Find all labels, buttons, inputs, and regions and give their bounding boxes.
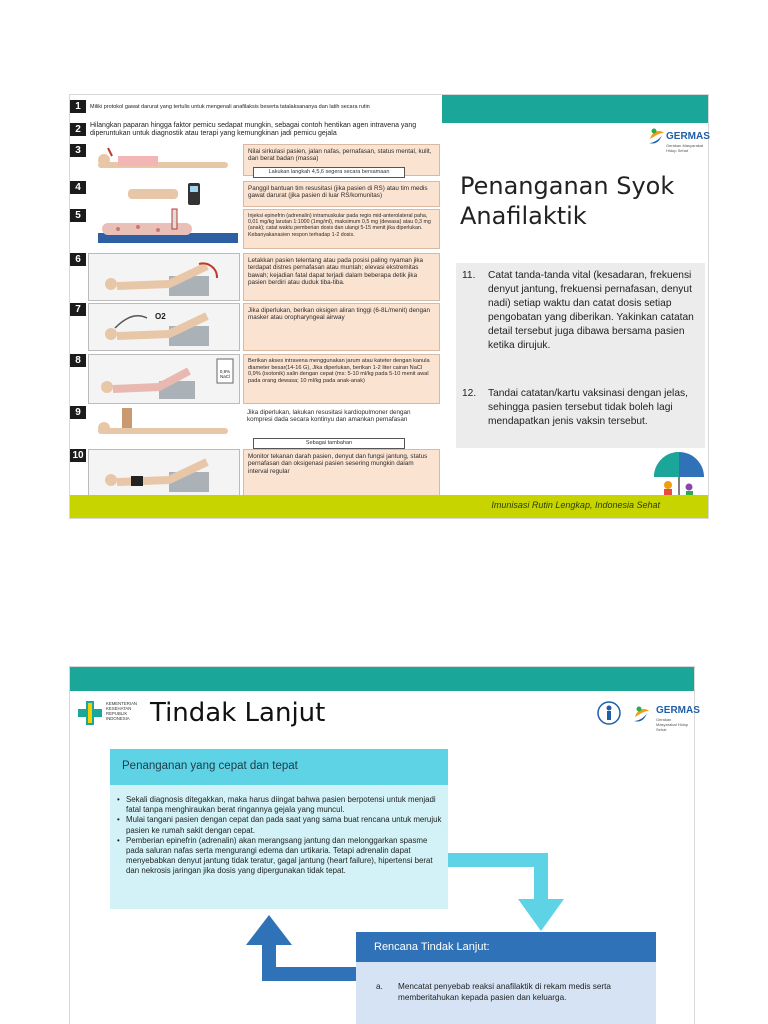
monitor-illustration bbox=[88, 449, 240, 497]
syringe-leg-icon bbox=[88, 209, 240, 249]
oxygen-illustration bbox=[88, 303, 240, 351]
slide-title: Tindak Lanjut bbox=[150, 698, 326, 728]
step-row bbox=[70, 354, 440, 404]
step-number: 6 bbox=[70, 253, 86, 266]
step-number: 2 bbox=[70, 123, 86, 136]
step-row bbox=[70, 449, 440, 497]
list-item bbox=[462, 269, 702, 353]
step-text: Berikan akses intravena menggunakan jarum atau kateter dengan kanula diameter besar(14-16 G), Jika diperlukan, berikan 1-2 liter cairan NaCl 0,9% (isotonik) salin dengan cepat (ms: 5-10 ml/kg pada 5-10 menit awal pada orang dewasa; 10 ml/kg pada anak-anak) bbox=[243, 354, 440, 404]
item-number: 12. bbox=[462, 388, 477, 399]
slide-title: Penanganan Syok Anafilaktik bbox=[460, 172, 675, 230]
list-item: • Mulai tangani pasien dengan cepat dan pada saat yang sama buat rencana untuk merujuk pasien ke rumah sakit dengan cepat. bbox=[116, 815, 446, 835]
step-text: Jika diperlukan, berikan oksigen aliran tinggi (6-8L/menit) dengan masker atau oropharyngeal airway bbox=[243, 303, 440, 351]
item-letter: a. bbox=[376, 982, 383, 991]
iv-illustration bbox=[88, 354, 240, 404]
step-text: Monitor tekanan darah pasien, denyut dan fungsi jantung, status pernafasan dan oksigenasi pasien sesering mungkin dalam interval regular bbox=[243, 449, 440, 497]
cpr-illustration bbox=[88, 406, 240, 444]
injection-illustration bbox=[88, 209, 240, 249]
slide-penanganan-syok bbox=[70, 95, 708, 518]
slide-tindak-lanjut bbox=[70, 667, 700, 1024]
step-number: 1 bbox=[70, 100, 86, 113]
germas-logo-subtext: Gerakan Masyarakat Hidup Sehat bbox=[656, 717, 689, 732]
step-number: 7 bbox=[70, 303, 86, 316]
bp-cuff-icon bbox=[89, 450, 239, 496]
iv-drip-icon bbox=[89, 355, 239, 403]
note-box: Lakukan langkah 4,5,6 segera secara bersamaan bbox=[253, 167, 405, 178]
vital-signs-box bbox=[456, 263, 705, 448]
step-number: 5 bbox=[70, 209, 86, 222]
o2-label: O2 bbox=[155, 312, 166, 321]
step-number: 8 bbox=[70, 354, 86, 367]
step-text: Jika diperlukan, lakukan resusitasi kardiopulmoner dengan kompresi dada secara kontinyu dan amankan pernafasan bbox=[243, 406, 440, 444]
step-text: Nilai sirkulasi pasien, jalan nafas, pernafasan, status mental, kulit, dan berat badan (massa) bbox=[243, 144, 440, 176]
item-number: 11. bbox=[462, 270, 476, 281]
kemenkes-logo-text: KEMENTERIAN KESEHATAN REPUBLIK INDONESIA bbox=[106, 701, 138, 721]
item-text: Catat tanda-tanda vital (kesadaran, frekuensi denyut jantung, frekuensi pernafasan, denyut nadi) setiap waktu dan catat dosis setiap pengobatan yang diberikan. Yakinkan catatan detail tersebut juga dibawa bersama pasien ketika dirujuk. bbox=[488, 270, 694, 351]
step-number: 10 bbox=[70, 449, 86, 462]
arrow-down-right-icon bbox=[448, 853, 564, 931]
position-illustration bbox=[88, 253, 240, 301]
germas-logo-text: GERMAS bbox=[666, 131, 710, 142]
step-row bbox=[70, 181, 440, 207]
phone-illustration bbox=[88, 181, 240, 207]
patient-elevated-legs-icon bbox=[89, 254, 239, 300]
item-text: Mencatat penyebab reaksi anafilaktik di rekam medis serta memberitahukan kepada pasien dan keluarga. bbox=[398, 982, 611, 1002]
oxygen-mask-icon bbox=[89, 304, 239, 350]
item-text: Tandai catatan/kartu vaksinasi dengan jelas, sehingga pasien tersebut tidak boleh lagi mendapatkan jenis vaksin tersebut. bbox=[488, 388, 688, 427]
step-text: Injeksi epinefrin (adrenalin) intramuskular pada regio mid-anterolateral paha, 0,01 mg/kg larutan 1:1000 (1mg/ml), maksimum 0,5 mg (dewasa) atau 0,3 mg (anak); catat waktu pemberian dosis dan ulangi 5-15 menit jika diperlukan. Kebanyakanasien respon terhadap 1-2 dosis. bbox=[243, 209, 440, 249]
step-row bbox=[70, 303, 440, 351]
arrow-up-left-icon bbox=[246, 915, 358, 981]
step-number: 4 bbox=[70, 181, 86, 194]
germas-logo-subtext: Gerakan Masyarakat Hidup Sehat bbox=[666, 143, 704, 153]
phone-hand-icon bbox=[88, 181, 240, 207]
step-row bbox=[70, 253, 440, 301]
list-item: • Sekali diagnosis ditegakkan, maka harus diingat bahwa pasien berpotensi untuk menjadi fatal tanpa menghiraukan berat ringannya gejala yang muncul. bbox=[116, 795, 446, 815]
note-box: Sebagai tambahan bbox=[253, 438, 405, 449]
step-text: Panggil bantuan tim resusitasi (jika pasien di RS) atau tim medis gawat darurat (jika pasien di luar RS/komunitas) bbox=[243, 181, 440, 207]
list-item: • Pemberian epinefrin (adrenalin) akan merangsang jantung dan melonggarkan spasme pada saluran nafas serta mengurangi edema dan urtikaria. Tetapi adrenalin dapat menyebabkan denyut jantung tidak teratur, gagal jantung (heart failure), hipertensi berat dan nekrosis jaringan jika dosis yang dipergunakan tidak tepat. bbox=[116, 836, 446, 877]
patient-lying-icon bbox=[88, 144, 240, 176]
step-number: 3 bbox=[70, 144, 86, 157]
step-row bbox=[70, 209, 440, 249]
list-item bbox=[462, 387, 702, 429]
list-item bbox=[376, 981, 646, 1003]
step-text: Miliki protokol gawat darurat yang tertulis untuk mengenali anafilaksis beserta tatalaksananya dan latih secara rutin bbox=[90, 104, 370, 110]
penanganan-box-title: Penanganan yang cepat dan tepat bbox=[122, 760, 298, 772]
rencana-box-title: Rencana Tindak Lanjut: bbox=[374, 941, 490, 953]
germas-logo-text: GERMAS bbox=[656, 705, 700, 716]
step-text: Hilangkan paparan hingga faktor pemicu sedapat mungkin, sebagai contoh hentikan agen intravena yang diperuntukan untuk diagnostik atau terapi yang kemungkinan jadi pemicu gejala bbox=[90, 122, 417, 137]
patient-illustration bbox=[88, 144, 240, 176]
iv-bag-label: 0,9% NaCl bbox=[219, 369, 231, 379]
cpr-icon bbox=[88, 406, 240, 444]
germas-logo-icon bbox=[646, 125, 666, 147]
steps-panel bbox=[70, 95, 442, 505]
step-text: Letakkan pasien telentang atau pada posisi paling nyaman jika terdapat distres pernafasan atau muntah; elevasi ekstremitas bawah; kejadian fatal dapat terjadi dalam beberapa detik jika pasien berdiri atau duduk tiba-tiba. bbox=[243, 253, 440, 301]
tagline: Imunisasi Rutin Lengkap, Indonesia Sehat bbox=[491, 500, 660, 510]
step-number: 9 bbox=[70, 406, 86, 419]
top-bar bbox=[442, 95, 708, 123]
